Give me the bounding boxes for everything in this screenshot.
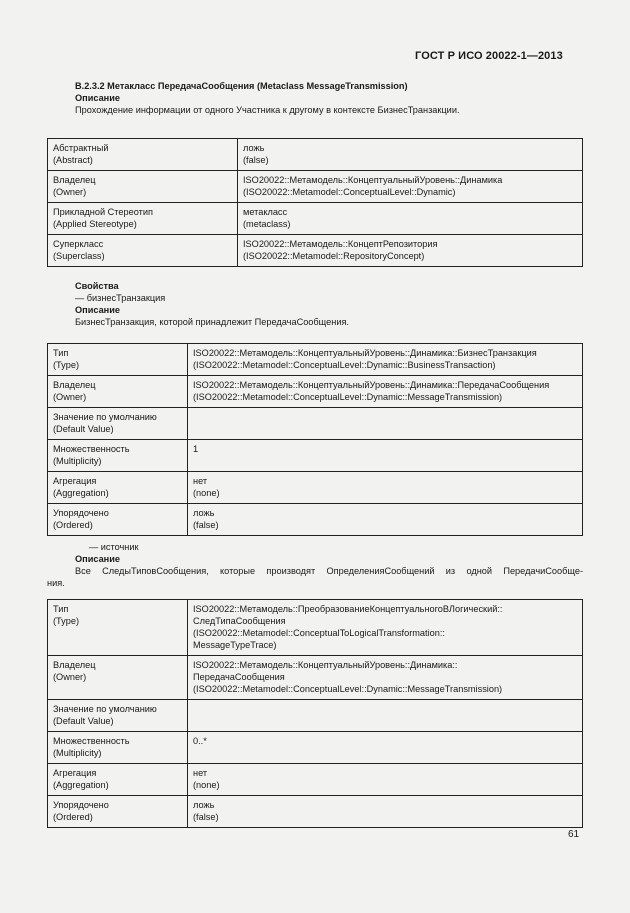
attribute-value-cell [188, 700, 583, 732]
properties-label: Свойства [75, 281, 119, 291]
attribute-value-line: ISO20022::Метамодель::КонцептуальныйУровень::Динамика [243, 175, 503, 185]
attribute-value-cell [188, 732, 583, 764]
attribute-name-cell [48, 171, 238, 203]
property-description-label: Описание [75, 305, 120, 315]
table-row [48, 600, 583, 656]
properties-section [75, 280, 583, 328]
attribute-name-line: Множественность [53, 736, 130, 746]
attribute-name-cell [48, 408, 188, 440]
attribute-name-line: Владелец [53, 660, 96, 670]
property-name-source: — источник [89, 542, 139, 552]
attribute-value-cell [238, 203, 583, 235]
attribute-name-line: Значение по умолчанию [53, 412, 157, 422]
attribute-name-cell [48, 600, 188, 656]
attribute-name-cell [48, 440, 188, 472]
attribute-value-line: (none) [193, 488, 220, 498]
metaclass-attributes-table [47, 138, 583, 267]
attribute-name-line: Упорядочено [53, 800, 109, 810]
attribute-name-cell [48, 376, 188, 408]
table-row [48, 203, 583, 235]
attribute-name-cell [48, 732, 188, 764]
section-intro [75, 80, 583, 116]
attribute-value-line: (ISO20022::Metamodel::ConceptualLevel::Dynamic::BusinessTransaction) [193, 360, 496, 370]
attribute-value-cell [188, 504, 583, 536]
source-property-section [47, 541, 583, 589]
attribute-value-cell [188, 344, 583, 376]
attribute-name-line: Агрегация [53, 768, 97, 778]
attribute-value-line: 1 [193, 444, 199, 454]
table-row [48, 235, 583, 267]
business-transaction-property-table [47, 343, 583, 536]
attribute-value-line: СледТипаСообщения [193, 616, 286, 626]
table-row [48, 700, 583, 732]
attribute-name-line: Тип [53, 348, 69, 358]
attribute-name-line: (Default Value) [53, 716, 114, 726]
attribute-value-line: ISO20022::Метамодель::ПреобразованиеКонцептуальногоВЛогический:: [193, 604, 503, 614]
attribute-value-line: ISO20022::Метамодель::КонцептуальныйУровень::Динамика::БизнесТранзакция [193, 348, 537, 358]
attribute-value-line: ISO20022::Метамодель::КонцептуальныйУровень::Динамика:: [193, 660, 458, 670]
attribute-name-line: (Multiplicity) [53, 748, 102, 758]
attribute-name-line: Абстрактный [53, 143, 109, 153]
attribute-name-cell [48, 344, 188, 376]
attribute-value-line: (none) [193, 780, 220, 790]
attribute-name-line: Владелец [53, 175, 96, 185]
section-title: В.2.3.2 Метакласс ПередачаСообщения (Metaclass MessageTransmission) [75, 81, 408, 91]
attribute-value-line: (false) [243, 155, 269, 165]
attribute-name-line: (Ordered) [53, 812, 93, 822]
attribute-name-cell [48, 656, 188, 700]
page-number: 61 [568, 829, 580, 840]
attribute-value-line: (ISO20022::Metamodel::ConceptualLevel::Dynamic::MessageTransmission) [193, 392, 503, 402]
table-row [48, 504, 583, 536]
attribute-name-line: (Type) [53, 360, 80, 370]
attribute-value-line: метакласс [243, 207, 288, 217]
attribute-name-line: (Applied Stereotype) [53, 219, 137, 229]
attribute-value-line: нет [193, 768, 208, 778]
attribute-value-line: ПередачаСообщения [193, 672, 285, 682]
property-description-text: БизнесТранзакция, которой принадлежит ПередачаСообщения. [75, 317, 349, 327]
attribute-name-cell [48, 764, 188, 796]
attribute-name-cell [48, 504, 188, 536]
attribute-value-cell [188, 472, 583, 504]
table-row [48, 472, 583, 504]
attribute-value-line: ISO20022::Метамодель::КонцептРепозитория [243, 239, 438, 249]
property-name-business-transaction: — бизнесТранзакция [75, 293, 166, 303]
attribute-value-cell [238, 139, 583, 171]
table-row [48, 796, 583, 828]
attribute-value-line: (ISO20022::Metamodel::ConceptualLevel::Dynamic) [243, 187, 456, 197]
attribute-name-line: (Ordered) [53, 520, 93, 530]
attribute-name-cell [48, 700, 188, 732]
table-row [48, 408, 583, 440]
attribute-value-line: ISO20022::Метамодель::КонцептуальныйУровень::Динамика::ПередачаСообщения [193, 380, 550, 390]
attribute-value-line: ложь [193, 508, 215, 518]
attribute-name-line: (Owner) [53, 392, 87, 402]
attribute-name-line: Значение по умолчанию [53, 704, 157, 714]
attribute-value-cell [238, 235, 583, 267]
attribute-name-line: Прикладной Стереотип [53, 207, 153, 217]
attribute-name-line: Суперкласс [53, 239, 104, 249]
attribute-value-cell [188, 600, 583, 656]
table-row [48, 440, 583, 472]
attribute-value-cell [188, 796, 583, 828]
attribute-name-cell [48, 235, 238, 267]
attribute-name-line: Владелец [53, 380, 96, 390]
attribute-value-cell [188, 440, 583, 472]
description-label: Описание [75, 93, 120, 103]
attribute-name-cell [48, 203, 238, 235]
attribute-name-line: Агрегация [53, 476, 97, 486]
table-row [48, 376, 583, 408]
attribute-value-cell [188, 764, 583, 796]
attribute-value-line: (metaclass) [243, 219, 291, 229]
attribute-name-line: (Owner) [53, 187, 87, 197]
attribute-value-line: ложь [193, 800, 215, 810]
attribute-name-line: Тип [53, 604, 69, 614]
attribute-name-line: (Abstract) [53, 155, 93, 165]
table-row [48, 732, 583, 764]
property-description-label: Описание [75, 554, 120, 564]
attribute-name-line: Множественность [53, 444, 130, 454]
attribute-name-line: (Type) [53, 616, 80, 626]
attribute-value-line: нет [193, 476, 208, 486]
table-row [48, 764, 583, 796]
attribute-value-line: (ISO20022::Metamodel::ConceptualToLogicalTransformation:: [193, 628, 445, 638]
attribute-name-line: (Aggregation) [53, 780, 109, 790]
attribute-name-line: (Multiplicity) [53, 456, 102, 466]
attribute-name-cell [48, 472, 188, 504]
attribute-value-line: (false) [193, 812, 219, 822]
table-row [48, 139, 583, 171]
table-row [48, 344, 583, 376]
source-property-table [47, 599, 583, 828]
attribute-name-line: (Owner) [53, 672, 87, 682]
description-text: Прохождение информации от одного Участника к другому в контексте БизнесТранзакции. [75, 105, 460, 115]
attribute-value-line: (ISO20022::Metamodel::RepositoryConcept) [243, 251, 425, 261]
attribute-value-line: ложь [243, 143, 265, 153]
table-row [48, 656, 583, 700]
attribute-value-cell [188, 408, 583, 440]
attribute-value-cell [188, 376, 583, 408]
attribute-value-cell [188, 656, 583, 700]
attribute-value-line: (false) [193, 520, 219, 530]
attribute-name-line: (Aggregation) [53, 488, 109, 498]
attribute-value-line: 0..* [193, 736, 207, 746]
attribute-name-cell [48, 796, 188, 828]
attribute-name-cell [48, 139, 238, 171]
standard-header: ГОСТ Р ИСО 20022-1—2013 [415, 50, 563, 62]
attribute-name-line: (Superclass) [53, 251, 105, 261]
attribute-name-line: (Default Value) [53, 424, 114, 434]
property-description-line1: Все СледыТиповСообщения, которые производят ОпределенияСообщений из одной ПередачиСообще- [75, 566, 583, 576]
property-description-line2: ния. [47, 578, 65, 588]
attribute-value-cell [238, 171, 583, 203]
attribute-value-line: (ISO20022::Metamodel::ConceptualLevel::Dynamic::MessageTransmission) [193, 684, 503, 694]
attribute-name-line: Упорядочено [53, 508, 109, 518]
table-row [48, 171, 583, 203]
attribute-value-line: MessageTypeTrace) [193, 640, 277, 650]
